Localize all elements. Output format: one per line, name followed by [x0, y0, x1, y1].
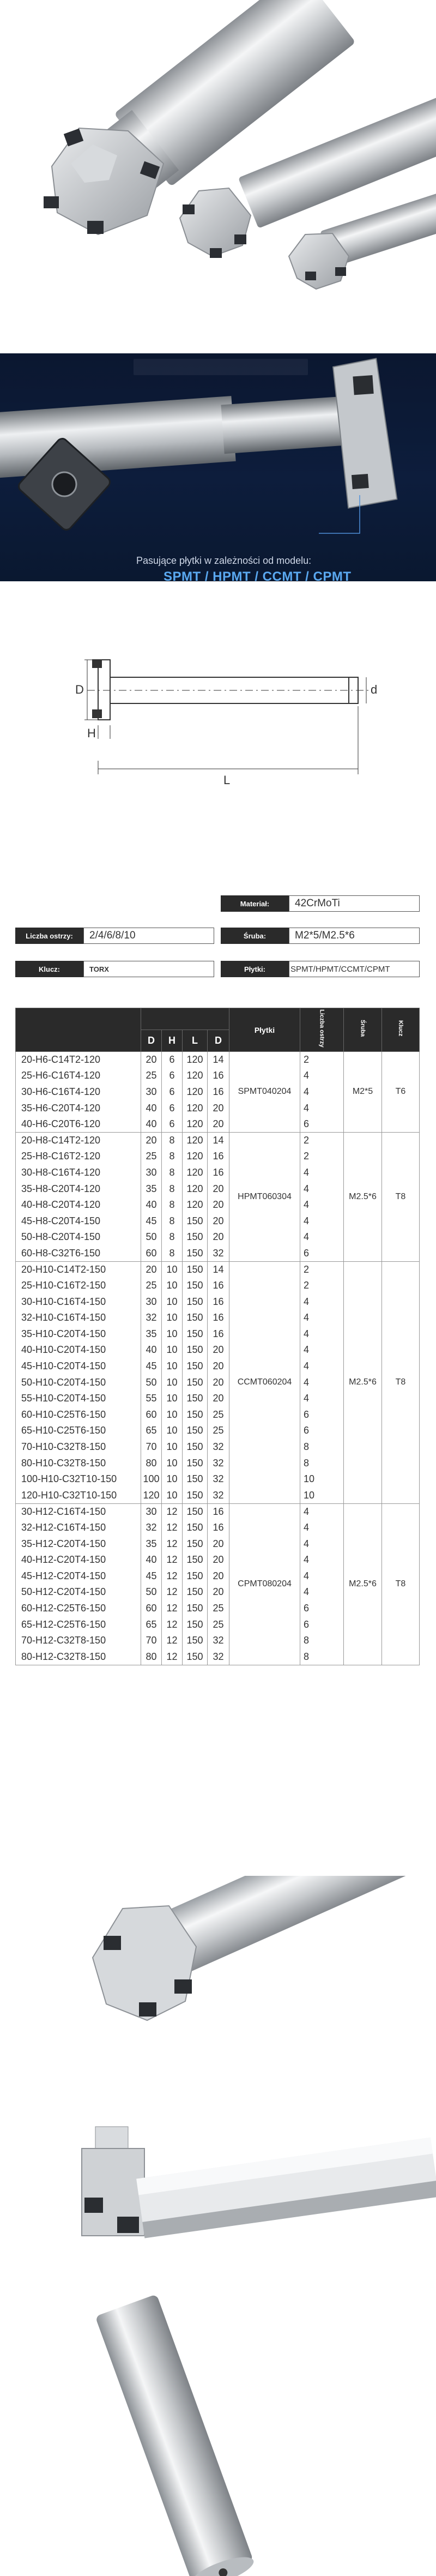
insert-compatibility-banner — [0, 353, 436, 581]
cell-d: 20 — [208, 1391, 229, 1407]
cell-teeth-count: 4 — [300, 1536, 344, 1552]
cell-teeth-count: 6 — [300, 1116, 344, 1133]
cell-H: 10 — [162, 1310, 183, 1326]
cell-H: 10 — [162, 1293, 183, 1310]
cell-model: 25-H6-C16T4-120 — [16, 1068, 141, 1084]
cell-D: 25 — [141, 1278, 162, 1294]
cell-H: 12 — [162, 1584, 183, 1600]
spec-table-body — [16, 1052, 420, 1665]
cell-model: 40-H6-C20T6-120 — [16, 1116, 141, 1133]
cell-D: 65 — [141, 1423, 162, 1439]
cell-teeth-count: 4 — [300, 1084, 344, 1100]
cell-model: 35-H10-C20T4-150 — [16, 1326, 141, 1343]
cell-d: 20 — [208, 1358, 229, 1375]
cell-d: 16 — [208, 1310, 229, 1326]
cutter-angled-illustration — [0, 1876, 436, 2105]
cell-key: T8 — [382, 1132, 420, 1261]
header-D: D — [141, 1030, 162, 1052]
cell-model: 20-H8-C14T2-120 — [16, 1132, 141, 1148]
cell-H: 10 — [162, 1488, 183, 1504]
table-row — [16, 1261, 420, 1278]
cell-model: 20-H10-C14T2-150 — [16, 1261, 141, 1278]
cell-teeth-count: 4 — [300, 1100, 344, 1116]
cell-teeth-count: 4 — [300, 1584, 344, 1600]
cell-model: 65-H12-C25T6-150 — [16, 1616, 141, 1633]
cell-model: 30-H8-C16T4-120 — [16, 1165, 141, 1181]
cell-H: 10 — [162, 1342, 183, 1358]
cell-teeth-count: 4 — [300, 1374, 344, 1391]
teeth-count-label: Liczba ostrzy: — [15, 928, 83, 944]
cell-key: T8 — [382, 1261, 420, 1503]
cell-L: 150 — [183, 1439, 208, 1455]
cell-L: 150 — [183, 1648, 208, 1665]
cell-key: T6 — [382, 1052, 420, 1133]
cell-teeth-count: 4 — [300, 1213, 344, 1229]
cell-d: 20 — [208, 1584, 229, 1600]
cell-L: 150 — [183, 1616, 208, 1633]
dim-label-D: D — [75, 683, 84, 696]
cell-D: 45 — [141, 1213, 162, 1229]
cell-L: 150 — [183, 1552, 208, 1568]
cell-teeth-count: 4 — [300, 1310, 344, 1326]
cell-model: 25-H10-C16T2-150 — [16, 1278, 141, 1294]
cell-H: 12 — [162, 1633, 183, 1649]
cell-model: 55-H10-C20T4-150 — [16, 1391, 141, 1407]
cell-model: 20-H6-C14T2-120 — [16, 1052, 141, 1068]
cell-model: 45-H10-C20T4-150 — [16, 1358, 141, 1375]
cell-d: 14 — [208, 1261, 229, 1278]
cell-model: 45-H8-C20T4-150 — [16, 1213, 141, 1229]
cell-teeth-count: 4 — [300, 1293, 344, 1310]
key-value: TORX — [83, 961, 214, 977]
cell-D: 70 — [141, 1633, 162, 1649]
cell-model: 70-H12-C32T8-150 — [16, 1633, 141, 1649]
cell-d: 16 — [208, 1293, 229, 1310]
header-inserts: Płytki — [229, 1008, 300, 1052]
cell-L: 150 — [183, 1374, 208, 1391]
cell-D: 40 — [141, 1197, 162, 1213]
cell-d: 14 — [208, 1132, 229, 1148]
cell-d: 32 — [208, 1245, 229, 1262]
cell-model: 45-H12-C20T4-150 — [16, 1568, 141, 1585]
cell-teeth-count: 4 — [300, 1552, 344, 1568]
cell-H: 8 — [162, 1181, 183, 1197]
cell-H: 10 — [162, 1471, 183, 1488]
cell-d: 16 — [208, 1278, 229, 1294]
header-screw: Śruba — [344, 1008, 382, 1052]
cell-L: 120 — [183, 1084, 208, 1100]
cell-H: 10 — [162, 1358, 183, 1375]
cell-D: 80 — [141, 1648, 162, 1665]
cell-d: 32 — [208, 1455, 229, 1471]
cell-model: 40-H10-C20T4-150 — [16, 1342, 141, 1358]
cell-L: 150 — [183, 1213, 208, 1229]
cell-H: 6 — [162, 1068, 183, 1084]
cell-D: 30 — [141, 1165, 162, 1181]
cell-H: 12 — [162, 1552, 183, 1568]
cell-teeth-count: 4 — [300, 1326, 344, 1343]
cell-D: 30 — [141, 1293, 162, 1310]
cell-L: 120 — [183, 1132, 208, 1148]
cell-model: 30-H12-C16T4-150 — [16, 1503, 141, 1520]
cell-d: 32 — [208, 1439, 229, 1455]
cell-teeth-count: 4 — [300, 1165, 344, 1181]
cell-D: 55 — [141, 1391, 162, 1407]
cell-d: 20 — [208, 1568, 229, 1585]
cell-L: 150 — [183, 1471, 208, 1488]
cell-d: 20 — [208, 1100, 229, 1116]
hero-product-photo — [0, 0, 436, 327]
cell-L: 120 — [183, 1116, 208, 1133]
teeth-count-value: 2/4/6/8/10 — [83, 928, 214, 944]
cell-L: 150 — [183, 1310, 208, 1326]
cell-L: 150 — [183, 1600, 208, 1617]
cell-H: 10 — [162, 1326, 183, 1343]
cell-teeth-count: 2 — [300, 1278, 344, 1294]
cell-model: 35-H12-C20T4-150 — [16, 1536, 141, 1552]
cell-H: 10 — [162, 1439, 183, 1455]
cell-D: 80 — [141, 1455, 162, 1471]
cutter-closeup-illustration — [0, 353, 436, 581]
cell-L: 150 — [183, 1520, 208, 1536]
cell-D: 50 — [141, 1584, 162, 1600]
cutter-full-length-illustration — [0, 2116, 436, 2576]
cell-D: 20 — [141, 1052, 162, 1068]
cell-L: 120 — [183, 1068, 208, 1084]
cell-L: 150 — [183, 1633, 208, 1649]
cell-teeth-count: 4 — [300, 1520, 344, 1536]
cell-D: 40 — [141, 1100, 162, 1116]
cell-teeth-count: 2 — [300, 1052, 344, 1068]
compatible-inserts-list: SPMT / HPMT / CCMT / CPMT — [164, 569, 352, 581]
cell-d: 25 — [208, 1616, 229, 1633]
cell-L: 150 — [183, 1326, 208, 1343]
cell-d: 32 — [208, 1648, 229, 1665]
cell-teeth-count: 4 — [300, 1229, 344, 1245]
cell-screw: M2.5*6 — [344, 1132, 382, 1261]
cell-D: 120 — [141, 1488, 162, 1504]
cell-teeth-count: 10 — [300, 1488, 344, 1504]
cell-d: 16 — [208, 1326, 229, 1343]
cell-model: 32-H10-C16T4-150 — [16, 1310, 141, 1326]
cell-D: 60 — [141, 1600, 162, 1617]
cell-L: 150 — [183, 1536, 208, 1552]
cell-L: 150 — [183, 1293, 208, 1310]
cell-model: 70-H10-C32T8-150 — [16, 1439, 141, 1455]
cell-teeth-count: 4 — [300, 1568, 344, 1585]
cell-L: 150 — [183, 1391, 208, 1407]
cell-L: 150 — [183, 1261, 208, 1278]
cell-D: 40 — [141, 1342, 162, 1358]
cell-H: 12 — [162, 1600, 183, 1617]
cell-L: 150 — [183, 1488, 208, 1504]
cell-L: 150 — [183, 1503, 208, 1520]
cell-D: 100 — [141, 1471, 162, 1488]
cell-d: 20 — [208, 1181, 229, 1197]
cell-H: 10 — [162, 1261, 183, 1278]
cell-teeth-count: 6 — [300, 1423, 344, 1439]
cell-model: 32-H12-C16T4-150 — [16, 1520, 141, 1536]
cell-model: 65-H10-C25T6-150 — [16, 1423, 141, 1439]
cell-d: 16 — [208, 1165, 229, 1181]
cell-H: 8 — [162, 1132, 183, 1148]
cell-H: 8 — [162, 1197, 183, 1213]
cell-D: 45 — [141, 1568, 162, 1585]
cell-teeth-count: 8 — [300, 1633, 344, 1649]
cell-H: 10 — [162, 1391, 183, 1407]
cell-d: 16 — [208, 1068, 229, 1084]
cell-screw: M2.5*6 — [344, 1503, 382, 1665]
cell-model: 60-H10-C25T6-150 — [16, 1407, 141, 1423]
cell-teeth-count: 4 — [300, 1181, 344, 1197]
product-photo-full-length — [0, 2116, 436, 2576]
cell-D: 35 — [141, 1536, 162, 1552]
cell-H: 8 — [162, 1148, 183, 1165]
cell-teeth-count: 4 — [300, 1197, 344, 1213]
cell-D: 40 — [141, 1116, 162, 1133]
cell-model: 25-H8-C16T2-120 — [16, 1148, 141, 1165]
cell-L: 150 — [183, 1568, 208, 1585]
cell-D: 32 — [141, 1520, 162, 1536]
cell-D: 25 — [141, 1148, 162, 1165]
cell-L: 150 — [183, 1423, 208, 1439]
inserts-value: SPMT/HPMT/CCMT/CPMT — [289, 961, 420, 977]
cell-L: 150 — [183, 1245, 208, 1262]
compatible-inserts-caption: Pasujące płytki w zależności od modelu: — [136, 555, 312, 566]
cell-L: 120 — [183, 1197, 208, 1213]
cell-H: 6 — [162, 1116, 183, 1133]
cell-d: 16 — [208, 1148, 229, 1165]
dim-label-H: H — [87, 726, 96, 740]
cell-D: 20 — [141, 1132, 162, 1148]
key-label: Klucz: — [15, 961, 83, 977]
cell-model: 35-H6-C20T4-120 — [16, 1100, 141, 1116]
cell-H: 12 — [162, 1648, 183, 1665]
cell-teeth-count: 4 — [300, 1068, 344, 1084]
cell-teeth-count: 6 — [300, 1616, 344, 1633]
cell-D: 20 — [141, 1261, 162, 1278]
technical-drawing — [0, 638, 436, 818]
cell-H: 6 — [162, 1052, 183, 1068]
cell-model: 120-H10-C32T10-150 — [16, 1488, 141, 1504]
cell-D: 30 — [141, 1503, 162, 1520]
cell-insert-type: CCMT060204 — [229, 1261, 300, 1503]
header-d: D — [208, 1030, 229, 1052]
cell-model: 40-H12-C20T4-150 — [16, 1552, 141, 1568]
cell-H: 8 — [162, 1165, 183, 1181]
cell-D: 60 — [141, 1245, 162, 1262]
cell-teeth-count: 4 — [300, 1342, 344, 1358]
cell-L: 150 — [183, 1455, 208, 1471]
cell-teeth-count: 6 — [300, 1600, 344, 1617]
cell-model: 80-H12-C32T8-150 — [16, 1648, 141, 1665]
header-count: Liczba ostrzy — [300, 1008, 344, 1052]
cell-L: 120 — [183, 1148, 208, 1165]
cell-H: 6 — [162, 1084, 183, 1100]
cell-L: 150 — [183, 1407, 208, 1423]
cell-D: 32 — [141, 1310, 162, 1326]
cell-model: 50-H12-C20T4-150 — [16, 1584, 141, 1600]
cutter-specification-table — [15, 1008, 420, 1665]
cell-d: 20 — [208, 1552, 229, 1568]
header-key: Klucz — [382, 1008, 420, 1052]
cell-teeth-count: 4 — [300, 1391, 344, 1407]
header-dimensions-blank — [141, 1008, 229, 1030]
cell-d: 20 — [208, 1116, 229, 1133]
cell-D: 30 — [141, 1084, 162, 1100]
header-L: L — [183, 1030, 208, 1052]
cell-d: 16 — [208, 1084, 229, 1100]
cell-d: 20 — [208, 1536, 229, 1552]
product-photo-closeup — [0, 1876, 436, 2105]
cell-H: 12 — [162, 1503, 183, 1520]
cell-teeth-count: 8 — [300, 1648, 344, 1665]
cell-insert-type: CPMT080204 — [229, 1503, 300, 1665]
cell-L: 120 — [183, 1100, 208, 1116]
cell-D: 65 — [141, 1616, 162, 1633]
table-row — [16, 1503, 420, 1520]
table-row — [16, 1052, 420, 1068]
cell-H: 12 — [162, 1616, 183, 1633]
cell-d: 32 — [208, 1471, 229, 1488]
cell-H: 10 — [162, 1278, 183, 1294]
cell-D: 40 — [141, 1552, 162, 1568]
cell-D: 25 — [141, 1068, 162, 1084]
cell-model: 30-H6-C16T4-120 — [16, 1084, 141, 1100]
cell-teeth-count: 6 — [300, 1407, 344, 1423]
cell-D: 45 — [141, 1358, 162, 1375]
cell-H: 10 — [162, 1374, 183, 1391]
cell-D: 35 — [141, 1326, 162, 1343]
cell-L: 150 — [183, 1229, 208, 1245]
cell-H: 6 — [162, 1100, 183, 1116]
cell-H: 12 — [162, 1568, 183, 1585]
cell-d: 25 — [208, 1600, 229, 1617]
cell-teeth-count: 10 — [300, 1471, 344, 1488]
cell-H: 8 — [162, 1245, 183, 1262]
cell-L: 150 — [183, 1342, 208, 1358]
cell-teeth-count: 4 — [300, 1503, 344, 1520]
cell-D: 60 — [141, 1407, 162, 1423]
cell-d: 20 — [208, 1374, 229, 1391]
t-slot-cutter-illustration — [0, 0, 436, 327]
cell-model: 50-H8-C20T4-150 — [16, 1229, 141, 1245]
cell-model: 50-H10-C20T4-150 — [16, 1374, 141, 1391]
cell-teeth-count: 8 — [300, 1439, 344, 1455]
dim-label-L: L — [223, 773, 231, 787]
cell-L: 150 — [183, 1278, 208, 1294]
inserts-label: Płytki: — [221, 961, 289, 977]
cell-screw: M2*5 — [344, 1052, 382, 1133]
cell-L: 120 — [183, 1052, 208, 1068]
cell-teeth-count: 2 — [300, 1261, 344, 1278]
cell-model: 100-H10-C32T10-150 — [16, 1471, 141, 1488]
screw-value: M2*5/M2.5*6 — [289, 928, 420, 944]
cell-model: 60-H8-C32T6-150 — [16, 1245, 141, 1262]
cell-insert-type: SPMT040204 — [229, 1052, 300, 1133]
cell-L: 150 — [183, 1358, 208, 1375]
cell-H: 8 — [162, 1213, 183, 1229]
cell-d: 20 — [208, 1213, 229, 1229]
cell-model: 40-H8-C20T4-120 — [16, 1197, 141, 1213]
cell-D: 35 — [141, 1181, 162, 1197]
cell-L: 150 — [183, 1584, 208, 1600]
cell-teeth-count: 2 — [300, 1132, 344, 1148]
material-value: 42CrMoTi — [289, 895, 420, 912]
table-row — [16, 1132, 420, 1148]
cell-teeth-count: 8 — [300, 1455, 344, 1471]
cell-model: 60-H12-C25T6-150 — [16, 1600, 141, 1617]
cell-H: 10 — [162, 1407, 183, 1423]
cell-d: 20 — [208, 1342, 229, 1358]
cell-d: 25 — [208, 1407, 229, 1423]
cell-key: T8 — [382, 1503, 420, 1665]
header-H: H — [162, 1030, 183, 1052]
cell-d: 32 — [208, 1633, 229, 1649]
cell-d: 32 — [208, 1488, 229, 1504]
cell-D: 50 — [141, 1229, 162, 1245]
cell-D: 70 — [141, 1439, 162, 1455]
cell-model: 30-H10-C16T4-150 — [16, 1293, 141, 1310]
cell-H: 12 — [162, 1536, 183, 1552]
cell-H: 10 — [162, 1423, 183, 1439]
cell-d: 16 — [208, 1503, 229, 1520]
cell-L: 120 — [183, 1181, 208, 1197]
dimension-drawing — [0, 638, 436, 818]
cell-d: 14 — [208, 1052, 229, 1068]
cell-teeth-count: 6 — [300, 1245, 344, 1262]
cell-d: 16 — [208, 1520, 229, 1536]
dim-label-d: d — [371, 683, 378, 696]
cell-d: 20 — [208, 1229, 229, 1245]
cell-insert-type: HPMT060304 — [229, 1132, 300, 1261]
screw-label: Śruba: — [221, 928, 289, 944]
cell-model: 35-H8-C20T4-120 — [16, 1181, 141, 1197]
cell-H: 8 — [162, 1229, 183, 1245]
cell-H: 12 — [162, 1520, 183, 1536]
cell-teeth-count: 2 — [300, 1148, 344, 1165]
cell-d: 20 — [208, 1197, 229, 1213]
cell-H: 10 — [162, 1455, 183, 1471]
cell-screw: M2.5*6 — [344, 1261, 382, 1503]
material-label: Materiał: — [221, 895, 289, 912]
cell-teeth-count: 4 — [300, 1358, 344, 1375]
cell-model: 80-H10-C32T8-150 — [16, 1455, 141, 1471]
cell-d: 25 — [208, 1423, 229, 1439]
cell-D: 50 — [141, 1374, 162, 1391]
cell-L: 120 — [183, 1165, 208, 1181]
header-model-blank — [16, 1008, 141, 1052]
